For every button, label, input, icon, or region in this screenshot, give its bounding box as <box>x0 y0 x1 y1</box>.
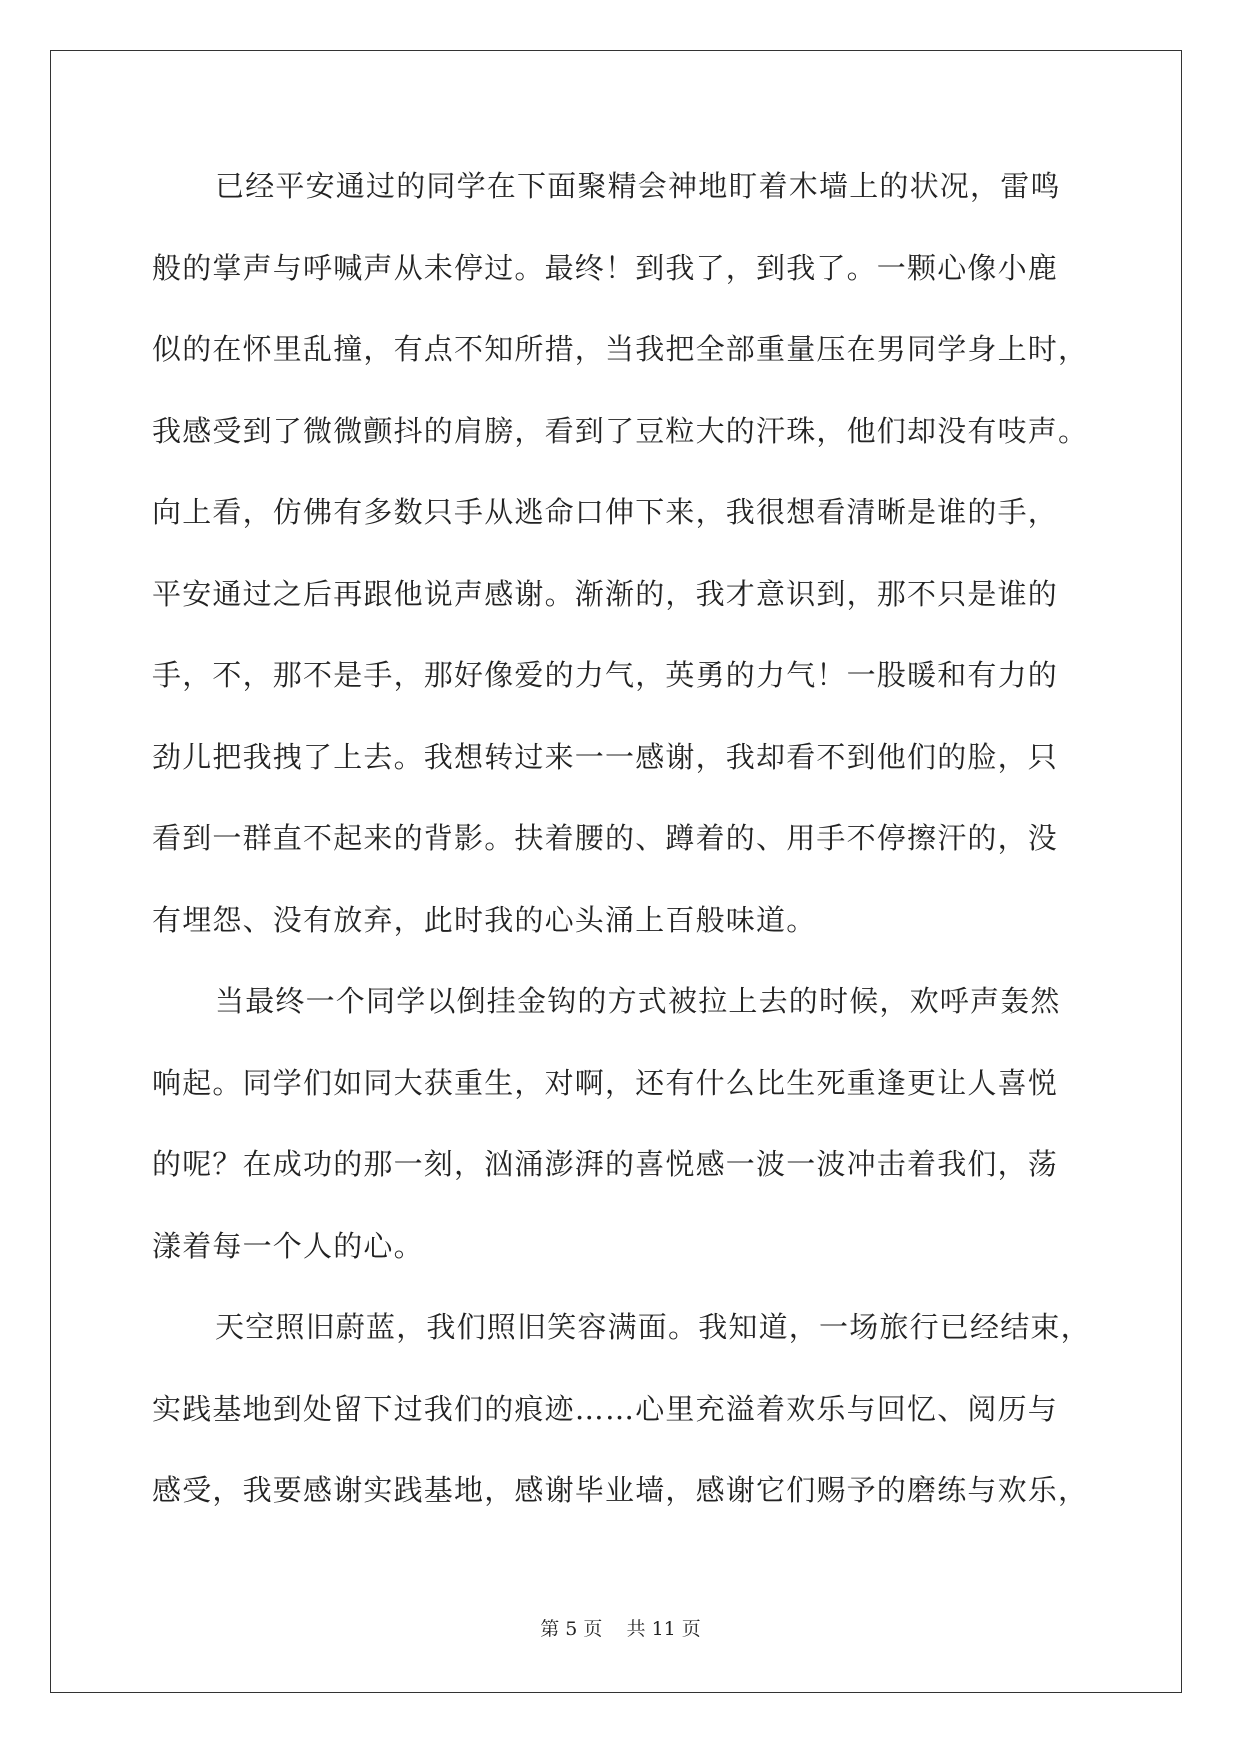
text-line: 响起。同学们如同大获重生，对啊，还有什么比生死重逢更让人喜悦 <box>152 1065 1059 1100</box>
text-line: 我感受到了微微颤抖的肩膀，看到了豆粒大的汗珠，他们却没有吱声。 <box>152 413 1089 448</box>
page-number-label: 第 5 页 共 11 页 <box>540 1618 701 1640</box>
text-line: 有埋怨、没有放弃，此时我的心头涌上百般味道。 <box>152 902 817 937</box>
text-line: 漾着每一个人的心。 <box>152 1228 424 1263</box>
text-line: 实践基地到处留下过我们的痕迹……心里充溢着欢乐与回忆、阅历与 <box>152 1391 1059 1426</box>
text-line: 向上看，仿佛有多数只手从逃命口伸下来，我很想看清晰是谁的手， <box>152 495 1059 529</box>
text-line: 看到一群直不起来的背影。扶着腰的、蹲着的、用手不停擦汗的，没 <box>152 821 1059 855</box>
text-line: 似的在怀里乱撞，有点不知所措，当我把全部重量压在男同学身上时， <box>152 332 1089 366</box>
text-line: 的呢？在成功的那一刻，汹涌澎湃的喜悦感一波一波冲击着我们，荡 <box>152 1147 1059 1181</box>
document-body <box>152 164 1090 1550</box>
page-footer <box>0 1614 1241 1641</box>
text-line: 当最终一个同学以倒挂金钩的方式被拉上去的时候，欢呼声轰然 <box>215 984 1061 1018</box>
text-line: 手，不，那不是手，那好像爱的力气，英勇的力气！一股暖和有力的 <box>152 658 1059 692</box>
text-line: 平安通过之后再跟他说声感谢。渐渐的，我才意识到，那不只是谁的 <box>152 576 1059 611</box>
text-line: 已经平安通过的同学在下面聚精会神地盯着木墙上的状况，雷鸣 <box>215 169 1061 203</box>
text-line: 天空照旧蔚蓝，我们照旧笑容满面。我知道，一场旅行已经结束， <box>215 1310 1091 1344</box>
text-line: 感受，我要感谢实践基地，感谢毕业墙，感谢它们赐予的磨练与欢乐， <box>152 1473 1089 1507</box>
text-line: 般的掌声与呼喊声从未停过。最终！到我了，到我了。一颗心像小鹿 <box>152 250 1059 285</box>
text-line: 劲儿把我拽了上去。我想转过来一一感谢，我却看不到他们的脸，只 <box>152 739 1059 774</box>
